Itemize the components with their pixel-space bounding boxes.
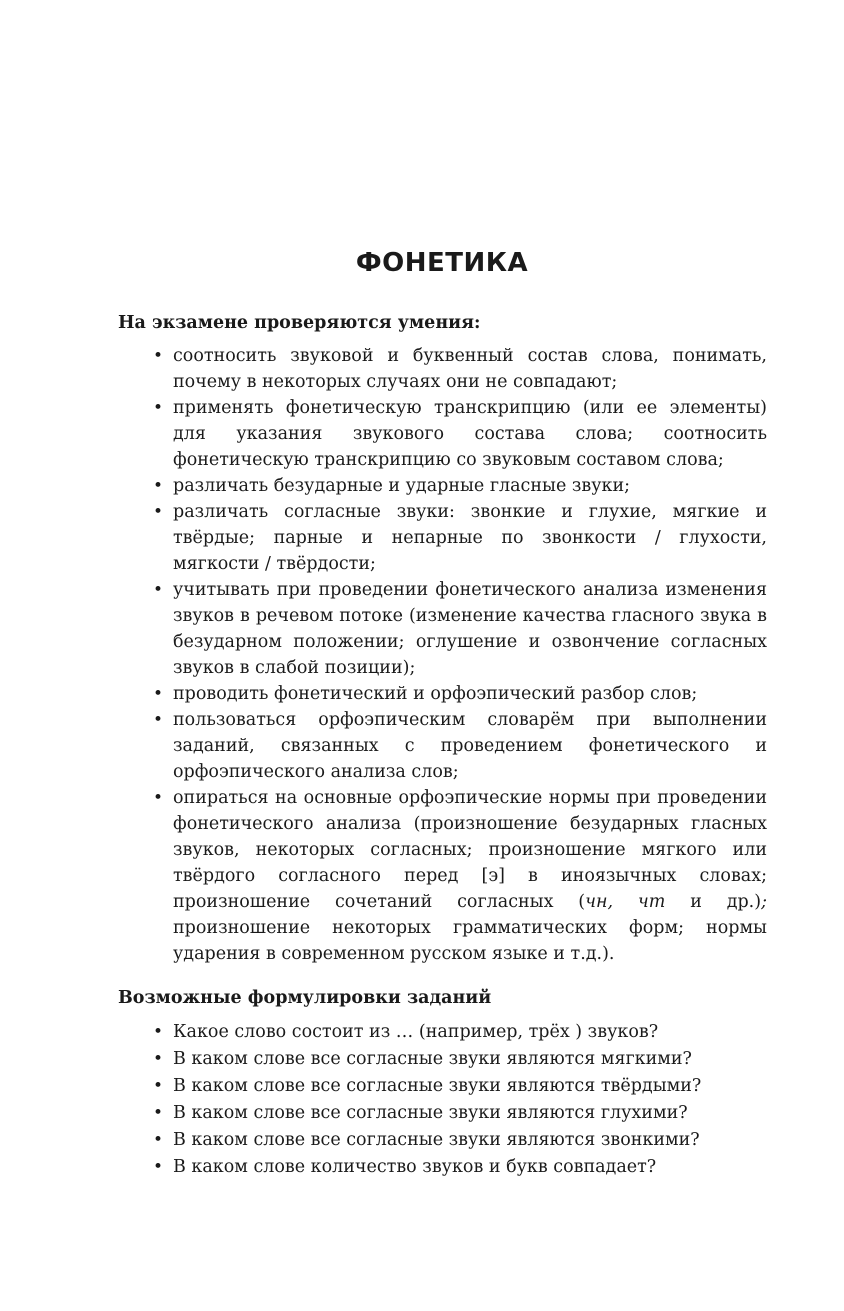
list-item (153, 395, 767, 473)
list-item-text-part3: произношение некоторых грамматических форм; нормы ударения в современном русском языке и т.д.). (173, 918, 767, 964)
list-item (153, 1127, 767, 1153)
skills-list (153, 343, 767, 967)
bullet-icon: • (153, 398, 164, 418)
bullet-icon: • (153, 580, 164, 600)
list-item (153, 1046, 767, 1072)
bullet-icon: • (153, 710, 164, 730)
list-item-text-part1: опираться на основные орфоэпические нормы при проведении фонетического анализа (произношение безударных гласных звуков, некоторых согласных; произношение мягкого или твёрдого согласного перед [э] в иноязычных словах; произношение сочетаний согласных ( (173, 788, 767, 912)
list-item-italic-letters: чн, чт (585, 892, 666, 912)
list-item (153, 1073, 767, 1099)
list-item (153, 577, 767, 681)
list-item (153, 707, 767, 785)
bullet-icon: • (153, 788, 164, 808)
list-item-text: В каком слове все согласные звуки являются мягкими? (173, 1049, 692, 1069)
bullet-icon: • (153, 502, 164, 522)
tasks-heading: Возможные формулировки заданий (118, 988, 492, 1008)
bullet-icon: • (153, 346, 164, 366)
page-title: ФОНЕТИКА (355, 248, 529, 278)
list-item-text: соотносить звуковой и буквенный состав слова, понимать, почему в некоторых случаях они не совпадают; (173, 346, 767, 392)
bullet-icon: • (153, 1130, 164, 1150)
list-item (153, 499, 767, 577)
list-item-italic-semicolon: ; (761, 892, 767, 912)
list-item-text: Какое слово состоит из … (например, трёх ) звуков? (173, 1022, 659, 1042)
list-item (153, 785, 767, 967)
list-item-text: применять фонетическую транскрипцию (или ее элементы) для указания звукового состава слова; соотносить фонетическую транскрипцию со звуковым составом слова; (173, 398, 767, 470)
bullet-icon: • (153, 1103, 164, 1123)
skills-heading: На экзамене проверяются умения: (118, 313, 481, 333)
bullet-icon: • (153, 1049, 164, 1069)
tasks-list (153, 1019, 767, 1181)
bullet-icon: • (153, 684, 164, 704)
list-item (153, 343, 767, 395)
list-item-text: пользоваться орфоэпическим словарём при выполнении заданий, связанных с проведением фонетического и орфоэпического анализа слов; (173, 710, 767, 782)
list-item-text: проводить фонетический и орфоэпический разбор слов; (173, 684, 698, 704)
list-item-text-part2: и др.) (665, 892, 762, 912)
list-item-text: В каком слове все согласные звуки являются глухими? (173, 1103, 688, 1123)
bullet-icon: • (153, 476, 164, 496)
list-item (153, 1019, 767, 1045)
bullet-icon: • (153, 1157, 164, 1177)
bullet-icon: • (153, 1076, 164, 1096)
list-item-text: различать безударные и ударные гласные звуки; (173, 476, 631, 496)
bullet-icon: • (153, 1022, 164, 1042)
list-item-text: учитывать при проведении фонетического анализа изменения звуков в речевом потоке (изменение качества гласного звука в безударном положении; оглушение и озвончение согласных звуков в слабой позиции); (173, 580, 767, 678)
list-item (153, 473, 767, 499)
list-item-text: различать согласные звуки: звонкие и глухие, мягкие и твёрдые; парные и непарные по звонкости / глухости, мягкости / твёрдости; (173, 502, 767, 574)
list-item-text: В каком слове количество звуков и букв совпадает? (173, 1157, 657, 1177)
list-item-text: В каком слове все согласные звуки являются твёрдыми? (173, 1076, 702, 1096)
list-item-text: В каком слове все согласные звуки являются звонкими? (173, 1130, 700, 1150)
list-item (153, 1100, 767, 1126)
list-item (153, 681, 767, 707)
list-item (153, 1154, 767, 1180)
